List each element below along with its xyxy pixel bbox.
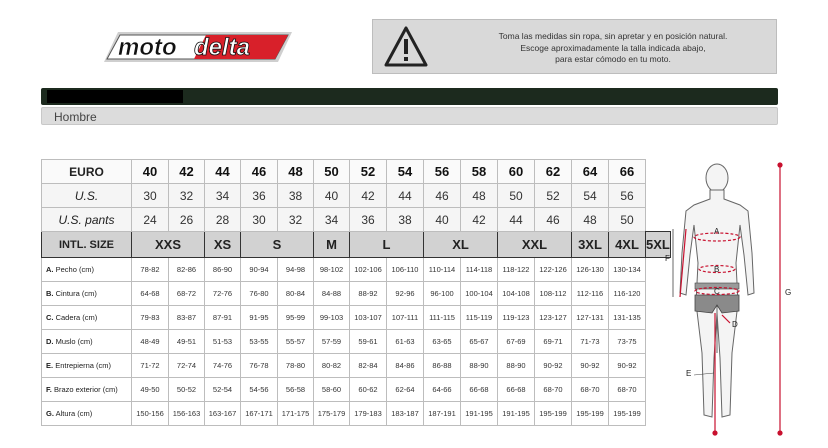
intl-size: XXL: [498, 232, 572, 258]
us-pants-size: 36: [350, 208, 387, 232]
measure-value: 187-191: [424, 402, 461, 426]
row-label: [42, 378, 132, 402]
measure-value: 58-60: [314, 378, 350, 402]
measure-name: Pecho (cm): [55, 265, 94, 274]
us-pants-size: 30: [241, 208, 278, 232]
euro-size: 46: [241, 160, 278, 184]
measure-value: 91-95: [241, 306, 278, 330]
measure-value: 51-53: [205, 330, 241, 354]
measure-value: 68-70: [535, 378, 572, 402]
label-d: D: [732, 320, 738, 329]
measure-value: 90-92: [609, 354, 646, 378]
measure-value: 99-103: [314, 306, 350, 330]
measure-letter: E.: [46, 361, 54, 370]
row-label: [42, 330, 132, 354]
us-size: 50: [498, 184, 535, 208]
measure-value: 131-135: [609, 306, 646, 330]
measure-value: 88-90: [461, 354, 498, 378]
measure-value: 107-111: [387, 306, 424, 330]
measure-value: 72-74: [169, 354, 205, 378]
measure-value: 84-88: [314, 282, 350, 306]
measure-value: 72-76: [205, 282, 241, 306]
notice-line: Escoge aproximadamente la talla indicada abajo,: [520, 42, 706, 53]
measure-value: 88-92: [350, 282, 387, 306]
measure-value: 112-116: [572, 282, 609, 306]
euro-size: 54: [387, 160, 424, 184]
measurement-row: [42, 354, 671, 378]
measure-value: 92-96: [387, 282, 424, 306]
euro-size: 52: [350, 160, 387, 184]
measure-value: 104-108: [498, 282, 535, 306]
us-size: 34: [205, 184, 241, 208]
us-size: 42: [350, 184, 387, 208]
euro-size: 44: [205, 160, 241, 184]
body-measurement-diagram: [660, 153, 800, 438]
measure-value: 49-51: [169, 330, 205, 354]
measure-value: 60-62: [350, 378, 387, 402]
measure-value: 80-84: [278, 282, 314, 306]
us-size: 46: [424, 184, 461, 208]
header-bar: [41, 88, 778, 105]
intl-size: 3XL: [572, 232, 609, 258]
measure-name: Cintura (cm): [55, 289, 97, 298]
measurement-row: [42, 306, 671, 330]
measure-value: 82-84: [350, 354, 387, 378]
measure-value: 78-80: [278, 354, 314, 378]
intl-size: L: [350, 232, 424, 258]
measure-value: 167-171: [241, 402, 278, 426]
measure-value: 49-50: [132, 378, 169, 402]
measure-value: 195-199: [535, 402, 572, 426]
us-pants-size: 34: [314, 208, 350, 232]
measure-value: 78-82: [132, 258, 169, 282]
row-label: [42, 282, 132, 306]
measure-value: 130-134: [609, 258, 646, 282]
us-pants-size: 28: [205, 208, 241, 232]
intl-size: XXS: [132, 232, 205, 258]
us-pants-size: 42: [461, 208, 498, 232]
measure-value: 87-91: [205, 306, 241, 330]
intl-size: 5XL: [646, 232, 671, 258]
us-pants-size: 48: [572, 208, 609, 232]
measure-value: 115-119: [461, 306, 498, 330]
intl-size-row: [42, 232, 671, 258]
label-g: G: [785, 288, 792, 297]
measure-value: 48-49: [132, 330, 169, 354]
measure-value: 171-175: [278, 402, 314, 426]
measure-value: 163-167: [205, 402, 241, 426]
us-size: 52: [535, 184, 572, 208]
measure-value: 62-64: [387, 378, 424, 402]
us-row: [42, 184, 671, 208]
measure-value: 69-71: [535, 330, 572, 354]
measure-value: 103-107: [350, 306, 387, 330]
measure-value: 118-122: [498, 258, 535, 282]
measure-value: 79-83: [132, 306, 169, 330]
measure-value: 65-67: [461, 330, 498, 354]
measure-value: 71-72: [132, 354, 169, 378]
measure-value: 74-76: [205, 354, 241, 378]
measure-value: 63-65: [424, 330, 461, 354]
row-label: [42, 306, 132, 330]
measure-value: 94-98: [278, 258, 314, 282]
us-size: 40: [314, 184, 350, 208]
measurement-row: [42, 330, 671, 354]
svg-text:delta: delta: [194, 34, 251, 61]
measure-value: 80-82: [314, 354, 350, 378]
measure-name: Entrepierna (cm): [55, 361, 112, 370]
measure-letter: C.: [46, 313, 54, 322]
euro-size: 48: [278, 160, 314, 184]
measure-value: 183-187: [387, 402, 424, 426]
measurement-rows: [42, 258, 671, 426]
measure-value: 195-199: [609, 402, 646, 426]
measure-name: Altura (cm): [55, 409, 93, 418]
measurement-row: [42, 402, 671, 426]
measure-value: 53-55: [241, 330, 278, 354]
intl-size: M: [314, 232, 350, 258]
measure-letter: A.: [46, 265, 54, 274]
measure-name: Cadera (cm): [55, 313, 98, 322]
label-e: E: [686, 369, 692, 378]
us-size: 36: [241, 184, 278, 208]
us-pants-size: 38: [387, 208, 424, 232]
euro-size: 42: [169, 160, 205, 184]
measure-value: 156-163: [169, 402, 205, 426]
section-bar: [41, 107, 778, 125]
measure-value: 61-63: [387, 330, 424, 354]
section-label: Hombre: [54, 110, 97, 124]
us-size: 32: [169, 184, 205, 208]
intl-size: 4XL: [609, 232, 646, 258]
motodelta-logo: [96, 26, 296, 66]
measure-value: 119-123: [498, 306, 535, 330]
measure-value: 86-90: [205, 258, 241, 282]
row-label: EURO: [42, 160, 132, 184]
warning-icon: [383, 25, 429, 69]
measure-value: 55-57: [278, 330, 314, 354]
row-label: INTL. SIZE: [42, 232, 132, 258]
row-label: U.S.: [42, 184, 132, 208]
size-chart-table: [41, 159, 671, 426]
measurement-row: [42, 378, 671, 402]
measure-value: 68-70: [572, 378, 609, 402]
measure-value: 114-118: [461, 258, 498, 282]
measure-letter: G.: [46, 409, 54, 418]
svg-text:moto: moto: [118, 34, 177, 61]
measure-value: 90-92: [535, 354, 572, 378]
notice-line: Toma las medidas sin ropa, sin apretar y en posición natural.: [498, 31, 728, 41]
measurement-row: [42, 258, 671, 282]
measure-value: 102-106: [350, 258, 387, 282]
measure-value: 179-183: [350, 402, 387, 426]
measure-value: 57-59: [314, 330, 350, 354]
us-pants-size: 50: [609, 208, 646, 232]
euro-size: 40: [132, 160, 169, 184]
euro-size: 64: [572, 160, 609, 184]
us-pants-size: 24: [132, 208, 169, 232]
measure-value: 175-179: [314, 402, 350, 426]
measure-value: 90-92: [572, 354, 609, 378]
measure-value: 83-87: [169, 306, 205, 330]
euro-size: 62: [535, 160, 572, 184]
measure-value: 95-99: [278, 306, 314, 330]
measure-value: 90-94: [241, 258, 278, 282]
us-pants-size: 46: [535, 208, 572, 232]
measure-letter: F.: [46, 385, 52, 394]
measure-name: Muslo (cm): [55, 337, 93, 346]
measure-value: 67-69: [498, 330, 535, 354]
label-b: B: [714, 265, 720, 274]
label-f: F: [665, 254, 670, 263]
measure-value: 59-61: [350, 330, 387, 354]
header-bar-block: [47, 90, 183, 103]
euro-size: 66: [609, 160, 646, 184]
measure-value: 116-120: [609, 282, 646, 306]
us-size: 54: [572, 184, 609, 208]
measure-value: 66-68: [498, 378, 535, 402]
measure-value: 111-115: [424, 306, 461, 330]
measure-value: 82-86: [169, 258, 205, 282]
measure-value: 122-126: [535, 258, 572, 282]
measure-value: 98-102: [314, 258, 350, 282]
intl-size: XS: [205, 232, 241, 258]
measure-letter: B.: [46, 289, 54, 298]
measure-value: 96-100: [424, 282, 461, 306]
us-pants-size: 32: [278, 208, 314, 232]
measure-value: 66-68: [461, 378, 498, 402]
us-pants-size: 44: [498, 208, 535, 232]
measure-letter: D.: [46, 337, 54, 346]
measure-value: 191-195: [461, 402, 498, 426]
row-label: [42, 354, 132, 378]
euro-size: 58: [461, 160, 498, 184]
us-pants-size: 26: [169, 208, 205, 232]
measure-value: 73-75: [609, 330, 646, 354]
measure-value: 195-199: [572, 402, 609, 426]
us-size: 30: [132, 184, 169, 208]
row-label: [42, 258, 132, 282]
label-c: C: [714, 287, 720, 296]
notice-text: [463, 31, 763, 66]
measure-value: 64-66: [424, 378, 461, 402]
measure-value: 100-104: [461, 282, 498, 306]
measure-value: 68-72: [169, 282, 205, 306]
intl-size: S: [241, 232, 314, 258]
measure-value: 84-86: [387, 354, 424, 378]
notice-line: para estar cómodo en tu moto.: [555, 54, 671, 64]
label-a: A: [714, 227, 720, 236]
measure-value: 191-195: [498, 402, 535, 426]
measure-value: 86-88: [424, 354, 461, 378]
measure-value: 126-130: [572, 258, 609, 282]
measure-value: 123-127: [535, 306, 572, 330]
row-label: [42, 402, 132, 426]
us-size: 44: [387, 184, 424, 208]
measure-value: 76-80: [241, 282, 278, 306]
euro-size: 60: [498, 160, 535, 184]
measure-name: Brazo exterior (cm): [53, 385, 118, 394]
us-size: 48: [461, 184, 498, 208]
euro-size: 56: [424, 160, 461, 184]
us-size: 38: [278, 184, 314, 208]
euro-row: [42, 160, 671, 184]
us-size: 56: [609, 184, 646, 208]
us-pants-row: [42, 208, 671, 232]
measure-value: 64-68: [132, 282, 169, 306]
measure-value: 56-58: [278, 378, 314, 402]
measure-value: 76-78: [241, 354, 278, 378]
measure-value: 50-52: [169, 378, 205, 402]
measurement-notice: [372, 19, 777, 74]
measure-value: 108-112: [535, 282, 572, 306]
us-pants-size: 40: [424, 208, 461, 232]
measurement-row: [42, 282, 671, 306]
measure-value: 68-70: [609, 378, 646, 402]
measure-value: 110-114: [424, 258, 461, 282]
intl-size: XL: [424, 232, 498, 258]
measure-value: 106-110: [387, 258, 424, 282]
measure-value: 54-56: [241, 378, 278, 402]
euro-size: 50: [314, 160, 350, 184]
measure-value: 127-131: [572, 306, 609, 330]
measure-value: 52-54: [205, 378, 241, 402]
measure-value: 150-156: [132, 402, 169, 426]
row-label: U.S. pants: [42, 208, 132, 232]
measure-value: 88-90: [498, 354, 535, 378]
measure-value: 71-73: [572, 330, 609, 354]
